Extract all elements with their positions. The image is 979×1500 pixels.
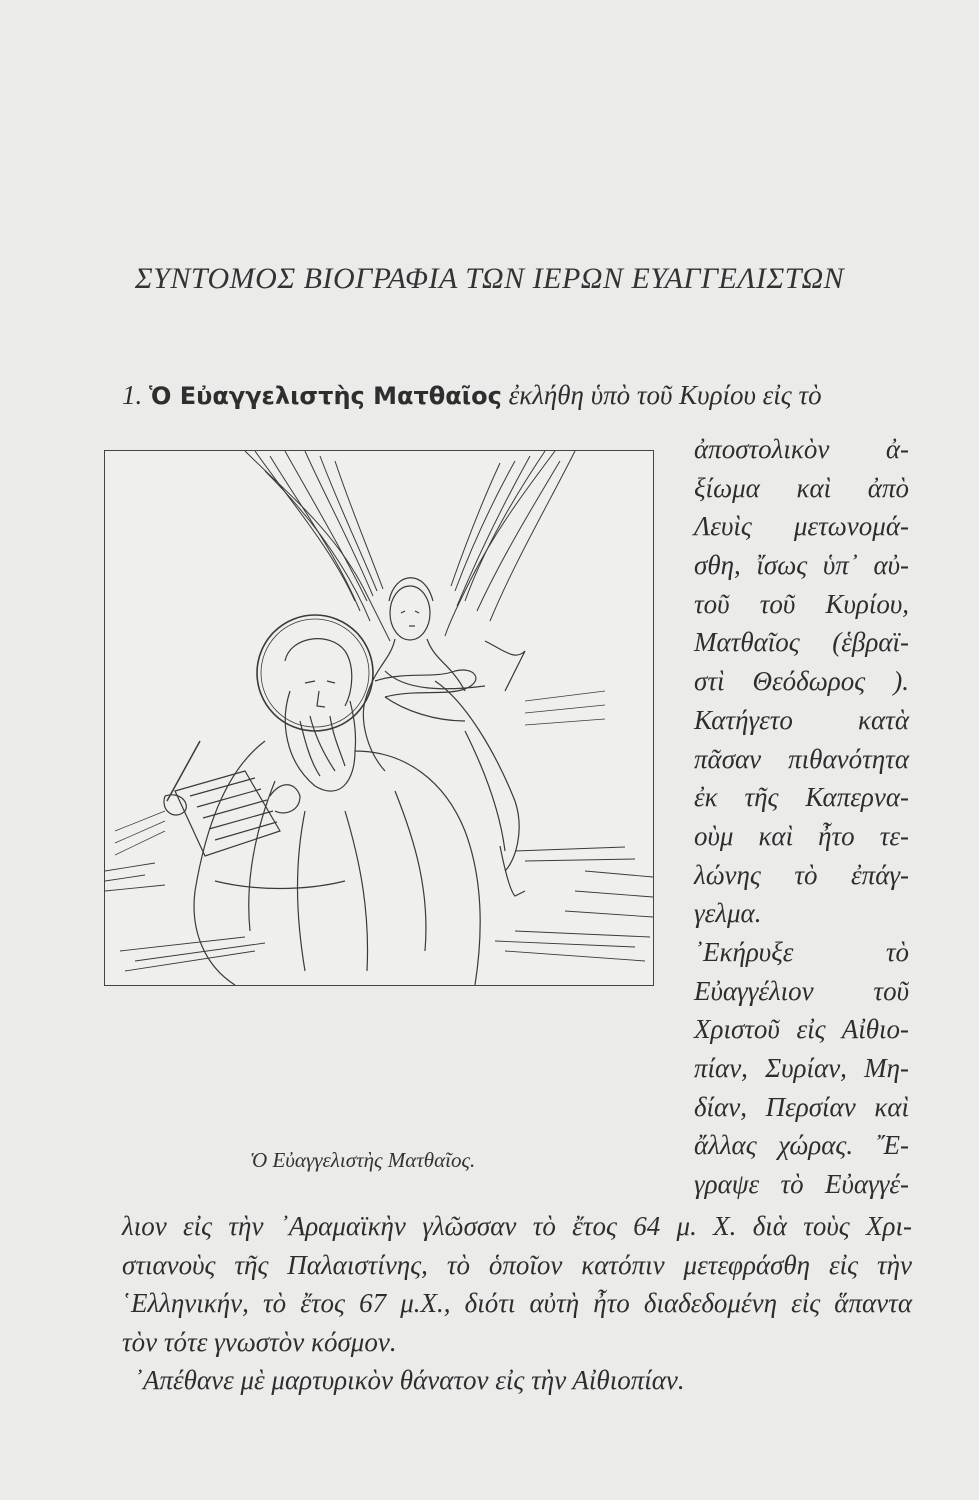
side-text-line: ἐκ τῆς Καπερνα- (694, 782, 909, 813)
side-text-line: τοῦ τοῦ Κυρίου, (694, 588, 909, 619)
full-width-text (122, 1207, 912, 1400)
first-line-text: ἐκλήθη ὑπὸ τοῦ Κυρίου εἰς τὸ (508, 380, 822, 410)
side-text-line: δίαν, Περσίαν καὶ (694, 1091, 909, 1122)
angel-left-wing (245, 451, 390, 641)
side-text-line: ᾿Εκήρυξε τὸ (694, 936, 909, 967)
side-text-line: Κατήγετο κατὰ (694, 704, 909, 735)
side-text-line: Εὐαγγέλιον τοῦ (694, 975, 909, 1006)
side-text-line: λώνης τὸ ἐπάγ- (694, 859, 909, 890)
side-text-line: ἄλλας χώρας. ῎Ε- (694, 1130, 909, 1161)
evangelist-figure (164, 639, 480, 985)
body-text-line: ῾Ελληνικήν, τὸ ἔτος 67 μ.Χ., διότι αὐτὴ ἦτο διαδεδομένη εἰς ἅπαντα (122, 1288, 912, 1318)
body-text-line: στιανοὺς τῆς Παλαιστίνης, τὸ ὁποῖον κατόπιν μετεφράσθη εἰς τὴν (122, 1249, 912, 1280)
section-first-line (122, 380, 912, 411)
side-text-line: ἀποστολικὸν ἀ- (694, 434, 909, 464)
side-text-line: γραψε τὸ Εὐαγγέ- (694, 1169, 909, 1200)
side-text-line: ξίωμα καὶ ἀπὸ (694, 472, 909, 503)
evangelist-engraving (104, 450, 654, 986)
side-text-line: σθη, ἴσως ὑπ᾽ αὐ- (694, 550, 909, 581)
side-text-line: Λευὶς μετωνομά- (694, 511, 909, 542)
section-number: 1. (122, 380, 143, 410)
angel-figure (363, 578, 525, 896)
side-text-line: γελμα. (694, 898, 762, 929)
side-text-line: Χριστοῦ εἰς Αἰθιο- (694, 1014, 909, 1045)
page-title: ΣΥΝΤΟΜΟΣ ΒΙΟΓΡΑΦΙΑ ΤΩΝ ΙΕΡΩΝ ΕΥΑΓΓΕΛΙΣΤΩΝ (134, 262, 845, 295)
angel-right-wing (445, 451, 575, 636)
side-text-line: πᾶσαν πιθανότητα (694, 743, 909, 774)
engraving-illustration (105, 451, 653, 985)
ground-hatching (105, 847, 653, 971)
section-heading: Ὁ Εὐαγγελιστὴς Ματθαῖος (149, 382, 502, 410)
background-hatching (115, 691, 605, 855)
body-text-line: τὸν τότε γνωστὸν κόσμον. (122, 1326, 397, 1357)
figure-caption: Ὁ Εὐαγγελιστὴς Ματθαῖος. (250, 1148, 476, 1172)
halo (257, 615, 373, 731)
side-text-line: πίαν, Συρίαν, Μη- (694, 1053, 909, 1083)
quill (167, 741, 200, 801)
side-text-line: οὺμ καὶ ἦτο τε- (694, 820, 909, 851)
side-column-text (694, 430, 909, 1204)
side-text-line: Ματθαῖος (ἑβραϊ- (694, 627, 909, 658)
body-text-line: λιον εἰς τὴν ᾿Αραμαϊκὴν γλῶσσαν τὸ ἔτος 64 μ. Χ. διὰ τοὺς Χρι- (122, 1211, 912, 1241)
side-text-line: στὶ Θεόδωρος ). (694, 666, 909, 697)
body-text-line: ᾿Απέθανε μὲ μαρτυρικὸν θάνατον εἰς τὴν Αἰθιοπίαν. (134, 1365, 685, 1395)
